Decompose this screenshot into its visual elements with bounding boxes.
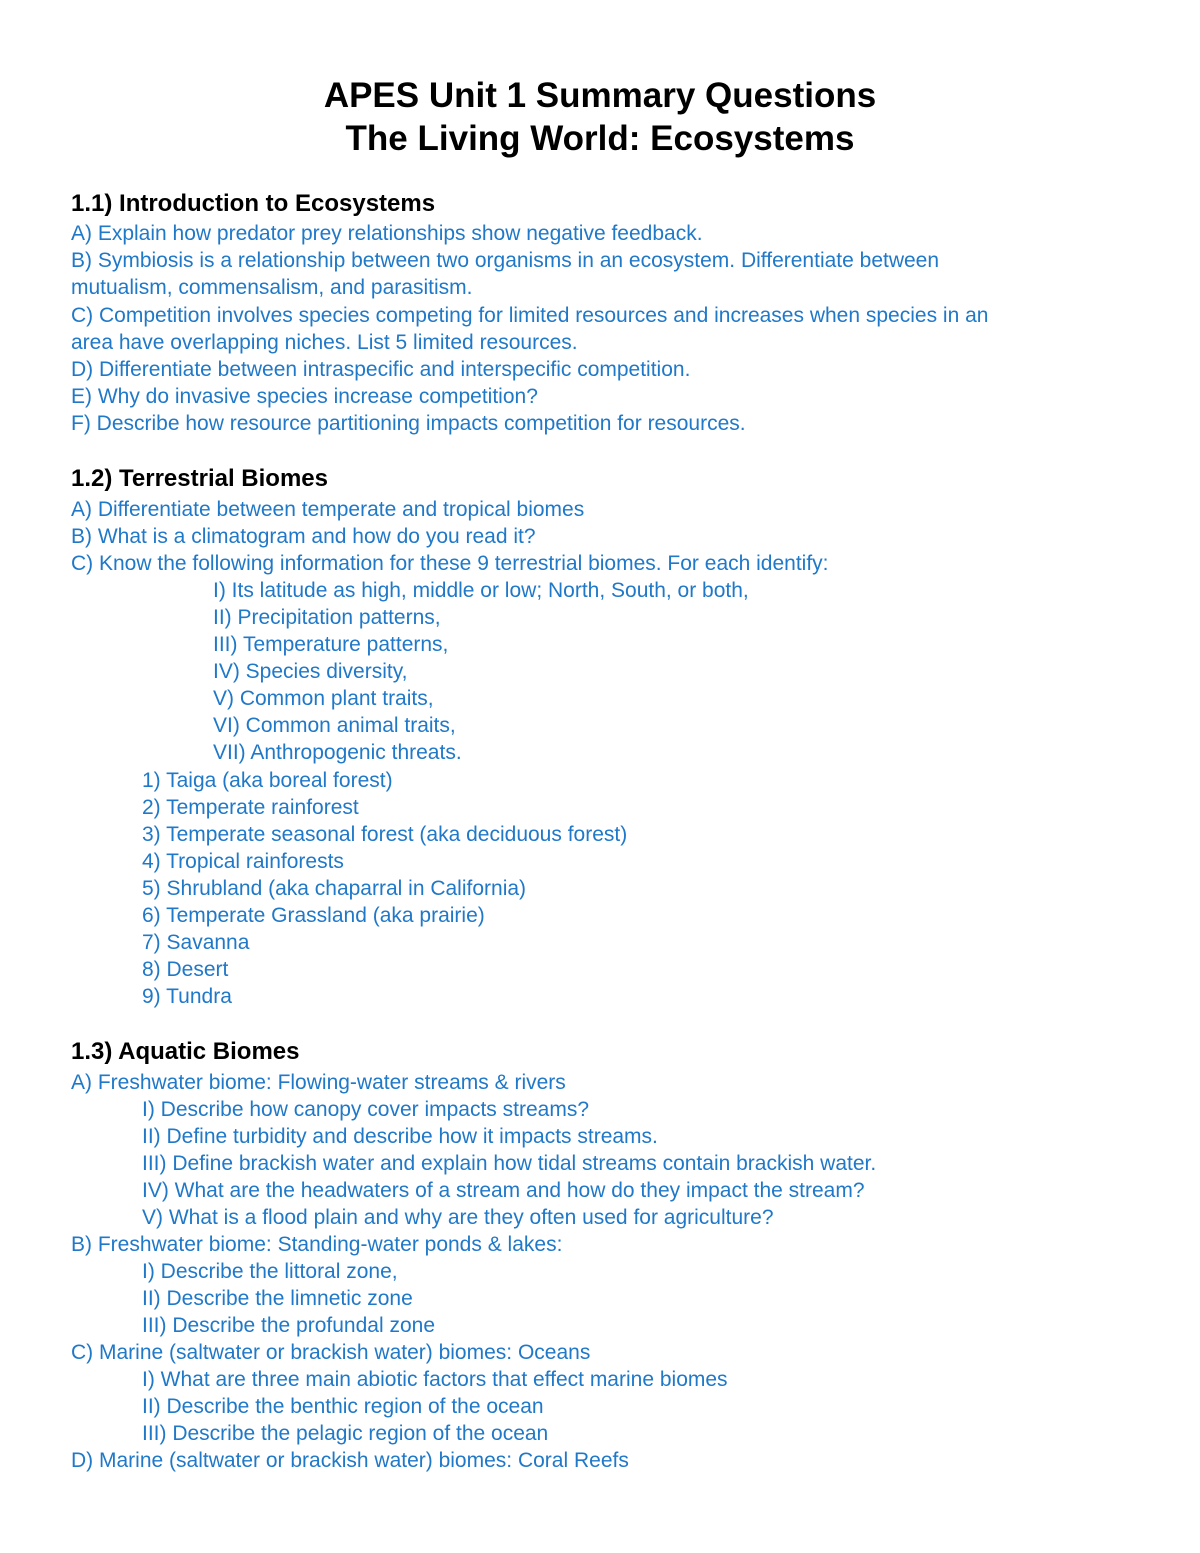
biome-item: 6) Temperate Grassland (aka prairie): [142, 904, 485, 927]
biome-item: 5) Shrubland (aka chaparral in California): [142, 877, 527, 900]
question-line: A) Explain how predator prey relationships show negative feedback.: [71, 222, 703, 245]
question-line: C) Know the following information for these 9 terrestrial biomes. For each identify:: [71, 552, 829, 575]
sub-question: IV) What are the headwaters of a stream and how do they impact the stream?: [142, 1179, 865, 1202]
document-title: APES Unit 1 Summary Questions: [323, 76, 877, 115]
section-heading-1-1: 1.1) Introduction to Ecosystems: [71, 190, 436, 217]
trait-item: II) Precipitation patterns,: [213, 606, 441, 629]
question-line: D) Differentiate between intraspecific and interspecific competition.: [71, 358, 691, 381]
question-line: B) Symbiosis is a relationship between two organisms in an ecosystem. Differentiate between: [71, 249, 940, 272]
question-line: A) Differentiate between temperate and tropical biomes: [71, 498, 585, 521]
question-line: C) Marine (saltwater or brackish water) biomes: Oceans: [71, 1341, 591, 1364]
question-line: F) Describe how resource partitioning impacts competition for resources.: [71, 412, 746, 435]
trait-item: III) Temperature patterns,: [213, 633, 449, 656]
question-line: mutualism, commensalism, and parasitism.: [71, 276, 473, 299]
sub-question: II) Define turbidity and describe how it impacts streams.: [142, 1125, 658, 1148]
trait-item: VI) Common animal traits,: [213, 714, 456, 737]
trait-item: I) Its latitude as high, middle or low; North, South, or both,: [213, 579, 749, 602]
trait-item: VII) Anthropogenic threats.: [213, 741, 462, 764]
sub-question: III) Define brackish water and explain how tidal streams contain brackish water.: [142, 1152, 877, 1175]
question-line: area have overlapping niches. List 5 limited resources.: [71, 331, 578, 354]
sub-question: III) Describe the pelagic region of the ocean: [142, 1422, 549, 1445]
biome-item: 3) Temperate seasonal forest (aka deciduous forest): [142, 823, 628, 846]
question-line: B) What is a climatogram and how do you read it?: [71, 525, 536, 548]
sub-question: I) Describe how canopy cover impacts streams?: [142, 1098, 589, 1121]
biome-item: 4) Tropical rainforests: [142, 850, 344, 873]
biome-item: 9) Tundra: [142, 985, 232, 1008]
question-line: D) Marine (saltwater or brackish water) biomes: Coral Reefs: [71, 1449, 629, 1472]
trait-item: IV) Species diversity,: [213, 660, 408, 683]
trait-item: V) Common plant traits,: [213, 687, 434, 710]
question-line: B) Freshwater biome: Standing-water ponds & lakes:: [71, 1233, 563, 1256]
sub-question: III) Describe the profundal zone: [142, 1314, 435, 1337]
sub-question: II) Describe the benthic region of the ocean: [142, 1395, 544, 1418]
question-line: E) Why do invasive species increase competition?: [71, 385, 538, 408]
sub-question: V) What is a flood plain and why are they often used for agriculture?: [142, 1206, 774, 1229]
question-line: A) Freshwater biome: Flowing-water streams & rivers: [71, 1071, 566, 1094]
biome-item: 8) Desert: [142, 958, 229, 981]
document-subtitle: The Living World: Ecosystems: [345, 119, 855, 158]
sub-question: I) Describe the littoral zone,: [142, 1260, 398, 1283]
biome-item: 2) Temperate rainforest: [142, 796, 359, 819]
sub-question: I) What are three main abiotic factors that effect marine biomes: [142, 1368, 728, 1391]
biome-item: 1) Taiga (aka boreal forest): [142, 769, 393, 792]
section-heading-1-2: 1.2) Terrestrial Biomes: [71, 465, 329, 492]
question-line: C) Competition involves species competing for limited resources and increases when species in an: [71, 304, 989, 327]
biome-item: 7) Savanna: [142, 931, 250, 954]
section-heading-1-3: 1.3) Aquatic Biomes: [71, 1038, 300, 1065]
sub-question: II) Describe the limnetic zone: [142, 1287, 413, 1310]
